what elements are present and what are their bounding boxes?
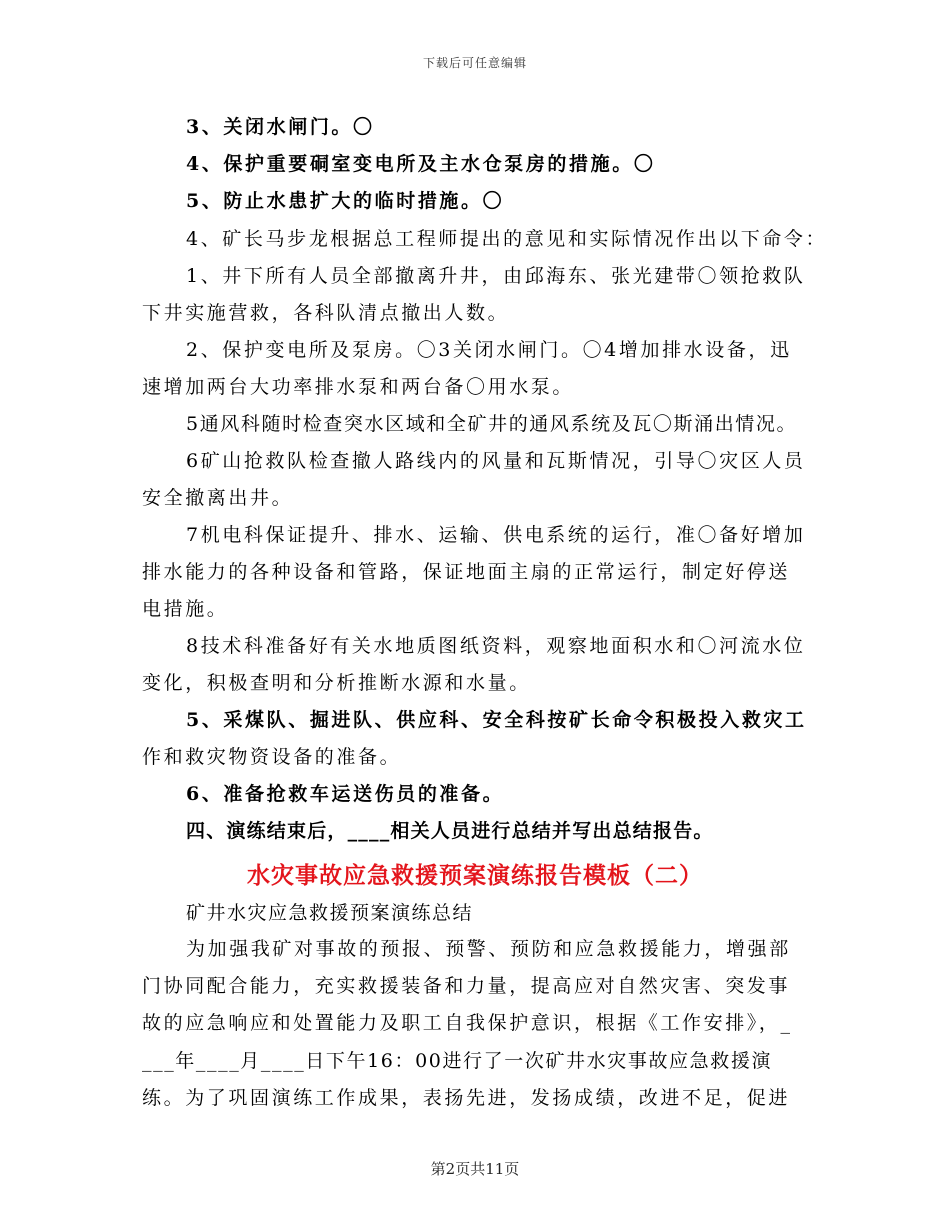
text-line: 故的应急响应和处置能力及职工自我保护意识，根据《工作安排》，_ (142, 1012, 793, 1034)
text-line: 为加强我矿对事故的预报、预警、预防和应急救援能力，增强部 (186, 938, 791, 960)
section-title: 水灾事故应急救援预案演练报告模板（二） (247, 862, 703, 889)
page-header: 下载后可任意编辑 (422, 56, 527, 70)
text-line: 6、准备抢救车运送伤员的准备。 (186, 783, 505, 805)
text-line: 速增加两台大功率排水泵和两台备〇用水泵。 (142, 376, 575, 398)
page-footer: 第2页共11页 (430, 1160, 520, 1178)
text-line: 作和救灾物资设备的准备。 (142, 746, 402, 768)
text-line: 下井实施营救，各科队清点撤出人数。 (142, 302, 510, 324)
text-line: 安全撤离出井。 (142, 487, 294, 509)
text-line: 2、保护变电所及泵房。〇3关闭水闸门。〇4增加排水设备，迅 (186, 339, 792, 361)
text-line: 4、矿长马步龙根据总工程师提出的意见和实际情况作出以下命令： (186, 228, 828, 250)
text-line: 练。为了巩固演练工作成果，表扬先进，发扬成绩，改进不足，促进 (142, 1087, 791, 1109)
text-line: 6矿山抢救队检查撤人路线内的风量和瓦斯情况，引导〇灾区人员 (186, 450, 806, 472)
text-line: 1、井下所有人员全部撤离升井，由邱海东、张光建带〇领抢救队 (186, 265, 806, 287)
text-line: 5通风科随时检查突水区域和全矿井的通风系统及瓦〇斯涌出情况。 (186, 413, 798, 435)
text-line: 7机电科保证提升、排水、运输、供电系统的运行，准〇备好增加 (186, 524, 806, 546)
text-line: 5、防止水患扩大的临时措施。〇 (186, 190, 505, 212)
text-line: 3、关闭水闸门。〇 (186, 116, 375, 138)
text-line: 排水能力的各种设备和管路，保证地面主扇的正常运行，制定好停送 (142, 561, 791, 583)
text-line: 5、采煤队、掘进队、供应科、安全科按矿长命令积极投入救灾工 (186, 709, 807, 731)
text-line: 4、保护重要硐室变电所及主水仓泵房的措施。〇 (186, 153, 656, 175)
text-line: 变化，积极查明和分析推断水源和水量。 (142, 672, 531, 694)
text-line: 矿井水灾应急救援预案演练总结 (186, 902, 474, 924)
text-line: 8技术科准备好有关水地质图纸资料，观察地面积水和〇河流水位 (186, 635, 806, 657)
text-line: 电措施。 (142, 598, 229, 620)
text-line: ___年____月____日下午16：00进行了一次矿井水灾事故应急救援演 (142, 1050, 773, 1072)
section-heading: 四、演练结束后，____相关人员进行总结并写出总结报告。 (186, 820, 714, 842)
text-line: 门协同配合能力，充实救援装备和力量，提高应对自然灾害、突发事 (142, 975, 791, 997)
